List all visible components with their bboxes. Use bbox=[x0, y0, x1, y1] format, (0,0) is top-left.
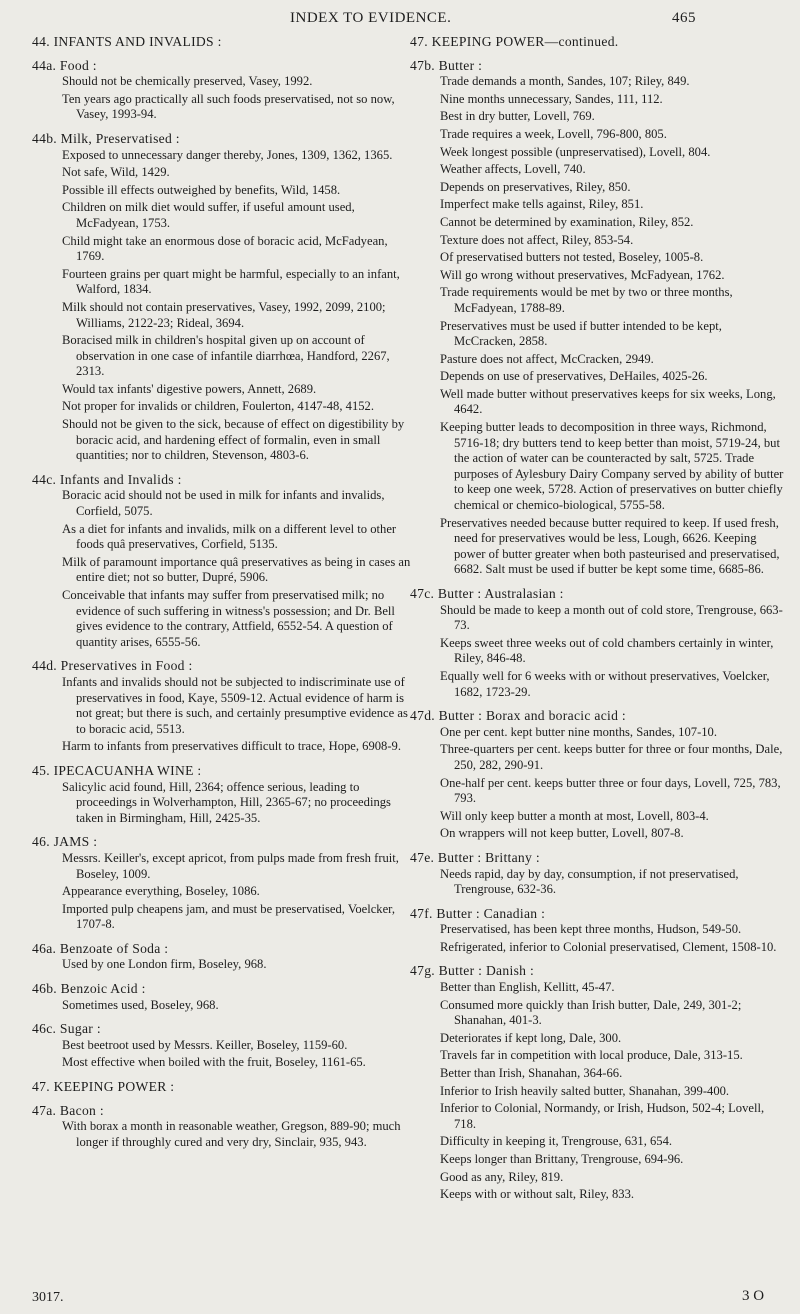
index-entry: Keeps longer than Brittany, Trengrouse, 694-96. bbox=[440, 1152, 684, 1166]
index-entry: Consumed more quickly than Irish butter, Dale, 249, 301-2; Shanahan, 401-3. bbox=[440, 997, 742, 1028]
index-section bbox=[32, 1103, 417, 1151]
index-entry: Travels far in competition with local produce, Dale, 313-15. bbox=[440, 1048, 743, 1063]
index-entry: One-half per cent. keeps butter three or four days, Lovell, 725, 783, 793. bbox=[440, 775, 781, 806]
section-heading: 44d. Preservatives in Food : bbox=[32, 658, 193, 674]
index-entry: Will only keep butter a month at most, Lovell, 803-4. bbox=[440, 808, 709, 823]
index-entry: Fourteen grains per quart might be harmful, especially to an infant, Walford, 1834. bbox=[62, 266, 400, 297]
section-heading: 46c. Sugar : bbox=[32, 1021, 101, 1037]
section-heading: 44c. Infants and Invalids : bbox=[32, 471, 182, 487]
left-column bbox=[32, 30, 417, 1158]
index-entry: Preservatives must be used if butter intended to be kept, McCracken, 2858. bbox=[440, 318, 722, 349]
section-entries bbox=[46, 675, 417, 755]
index-section bbox=[410, 963, 785, 1202]
index-entry: Nine months unnecessary, Sandes, 111, 112. bbox=[440, 91, 663, 106]
index-entry: Child might take an enormous dose of boracic acid, McFadyean, 1769. bbox=[62, 233, 388, 264]
index-entry: Appearance everything, Boseley, 1086. bbox=[62, 884, 260, 899]
index-section bbox=[32, 763, 417, 826]
index-section bbox=[410, 906, 785, 956]
index-section bbox=[32, 941, 417, 973]
index-section bbox=[410, 586, 785, 700]
index-entry: Sometimes used, Boseley, 968. bbox=[62, 997, 219, 1012]
index-entry: Keeping butter leads to decomposition in three ways, Richmond, 5716-18; dry butters tend to keep better than moist, 5719-24, but the action of water can be counteracted by salt, 5725. Trade purposes of Aylesbury Dairy Company served by ability of butter to keep one week, 5728. Action of preservatives on butter chiefly chemical or chemico-biological, 5755-58. bbox=[440, 420, 784, 513]
section-entries bbox=[424, 867, 785, 898]
index-entry: Good as any, Riley, 819. bbox=[440, 1169, 564, 1184]
index-entry: Imported pulp cheapens jam, and must be preservatised, Voelcker, 1707-8. bbox=[62, 901, 396, 932]
index-entry: Should not be chemically preserved, Vasey, 1992. bbox=[62, 74, 313, 89]
section-entries bbox=[46, 780, 417, 827]
section-heading: 47. KEEPING POWER—continued. bbox=[410, 34, 619, 49]
section-entries bbox=[46, 488, 417, 650]
index-entry: Deteriorates if kept long, Dale, 300. bbox=[440, 1030, 622, 1045]
section-heading: 47b. Butter : bbox=[410, 57, 483, 73]
section-entries bbox=[424, 922, 785, 955]
right-column bbox=[410, 30, 785, 1211]
section-heading: 47e. Butter : Brittany : bbox=[410, 849, 540, 865]
index-entry: Equally well for 6 weeks with or without preservatives, Voelcker, 1682, 1723-29. bbox=[440, 668, 770, 699]
index-entry: Trade requirements would be met by two or three months, McFadyean, 1788-89. bbox=[440, 285, 733, 315]
index-entry: One per cent. kept butter nine months, Sandes, 107-10. bbox=[440, 724, 718, 739]
index-entry: Most effective when boiled with the fruit, Boseley, 1161-65. bbox=[62, 1055, 366, 1070]
index-entry: With borax a month in reasonable weather, Gregson, 889-90; much longer if throughly cured and very dry, Sinclair, 935, 943. bbox=[62, 1119, 401, 1149]
section-entries bbox=[46, 957, 417, 973]
index-entry: Three-quarters per cent. keeps butter for three or four months, Dale, 250, 282, 290-91. bbox=[440, 742, 783, 772]
index-entry: Needs rapid, day by day, consumption, if not preservatised, Trengrouse, 632-36. bbox=[440, 866, 739, 897]
index-entry: Best in dry butter, Lovell, 769. bbox=[440, 109, 595, 124]
section-heading: 44b. Milk, Preservatised : bbox=[32, 130, 180, 146]
index-entry: Possible ill effects outweighed by benefits, Wild, 1458. bbox=[62, 182, 341, 197]
page-number: 465 bbox=[672, 10, 696, 26]
section-entries bbox=[46, 148, 417, 464]
section-heading: 47f. Butter : Canadian : bbox=[410, 905, 546, 921]
section-heading: 45. IPECACUANHA WINE : bbox=[32, 762, 202, 778]
index-entry: Imperfect make tells against, Riley, 851. bbox=[440, 197, 644, 212]
index-entry: Trade demands a month, Sandes, 107; Riley, 849. bbox=[440, 74, 690, 89]
index-entry: Not safe, Wild, 1429. bbox=[62, 165, 170, 180]
section-entries bbox=[46, 998, 417, 1014]
index-entry: Pasture does not affect, McCracken, 2949. bbox=[440, 351, 654, 366]
index-entry: Cannot be determined by examination, Riley, 852. bbox=[440, 214, 694, 229]
index-entry: Difficulty in keeping it, Trengrouse, 631, 654. bbox=[440, 1134, 673, 1149]
section-entries bbox=[46, 851, 417, 933]
index-entry: Texture does not affect, Riley, 853-54. bbox=[440, 232, 634, 247]
index-entry: On wrappers will not keep butter, Lovell, 807-8. bbox=[440, 826, 684, 841]
index-section bbox=[32, 472, 417, 651]
section-entries bbox=[46, 74, 417, 123]
section-entries bbox=[424, 725, 785, 842]
index-entry: Refrigerated, inferior to Colonial preservatised, Clement, 1508-10. bbox=[440, 939, 777, 954]
index-entry: Inferior to Irish heavily salted butter, Shanahan, 399-400. bbox=[440, 1083, 730, 1098]
index-section bbox=[32, 34, 417, 50]
index-entry: Exposed to unnecessary danger thereby, Jones, 1309, 1362, 1365. bbox=[62, 147, 393, 162]
section-heading: 47d. Butter : Borax and boracic acid : bbox=[410, 708, 626, 724]
index-section bbox=[32, 58, 417, 123]
footer-signature: 3 O bbox=[742, 1288, 765, 1304]
index-entry: Conceivable that infants may suffer from preservatised milk; no evidence of such suffering in witness's possession; and Dr. Bell gives evidence to the contrary, Attfield, 6552-54. A question of quantity arises, 6555-56. bbox=[62, 588, 395, 649]
index-entry: Trade requires a week, Lovell, 796-800, 805. bbox=[440, 126, 667, 141]
index-entry: Infants and invalids should not be subjected to indiscriminate use of preservatives in food, Kaye, 5509-12. Actual evidence of harm is not great; but there is such, and certainly presumptive evidence as to boracic acid, 5513. bbox=[62, 674, 408, 736]
section-heading: 47g. Butter : Danish : bbox=[410, 963, 535, 979]
index-entry: Will go wrong without preservatives, McFadyean, 1762. bbox=[440, 267, 725, 282]
section-heading: 46a. Benzoate of Soda : bbox=[32, 940, 169, 956]
index-entry: Well made butter without preservatives keeps for six weeks, Long, 4642. bbox=[440, 386, 776, 417]
index-entry: Week longest possible (unpreservatised), Lovell, 804. bbox=[440, 144, 711, 159]
index-entry: Weather affects, Lovell, 740. bbox=[440, 162, 586, 177]
index-entry: Of preservatised butters not tested, Boseley, 1005-8. bbox=[440, 250, 704, 265]
index-entry: Should not be given to the sick, because of effect on digestibility by boracic acid, and hardening effect of formalin, even in small quantities; nor to children, Stevenson, 4803-6. bbox=[62, 417, 405, 463]
index-section bbox=[32, 834, 417, 933]
index-entry: Milk should not contain preservatives, Vasey, 1992, 2099, 2100; Williams, 2122-23; Rideal, 3694. bbox=[62, 299, 386, 330]
index-entry: Harm to infants from preservatives difficult to trace, Hope, 6908-9. bbox=[62, 739, 401, 754]
index-entry: Used by one London firm, Boseley, 968. bbox=[62, 957, 267, 972]
index-entry: Boracic acid should not be used in milk for infants and invalids, Corfield, 5075. bbox=[62, 488, 385, 519]
index-entry: Should be made to keep a month out of cold store, Trengrouse, 663-73. bbox=[440, 602, 783, 633]
index-entry: Depends on use of preservatives, DeHailes, 4025-26. bbox=[440, 369, 708, 384]
index-entry: Milk of paramount importance quâ preservatives as being in cases an entire diet; not so butter, Dupré, 5906. bbox=[62, 554, 411, 585]
section-entries bbox=[424, 980, 785, 1203]
section-entries bbox=[46, 1038, 417, 1071]
index-entry: Preservatised, has been kept three months, Hudson, 549-50. bbox=[440, 922, 742, 937]
index-entry: Depends on preservatives, Riley, 850. bbox=[440, 179, 631, 194]
index-entry: Preservatives needed because butter required to keep. If used fresh, need for preservatives would be less, Lough, 6626. Keeping power of butter greater when both pasteurised and preservatised, 6682. Salt must be used if butter be kept some time, 6685-86. bbox=[440, 515, 780, 577]
index-entry: Better than English, Kellitt, 45-47. bbox=[440, 980, 615, 995]
footer-left: 3017. bbox=[32, 1290, 64, 1305]
index-section bbox=[32, 1079, 417, 1095]
index-section bbox=[32, 131, 417, 464]
index-entry: Salicylic acid found, Hill, 2364; offence serious, leading to proceedings in Wolverhampton, Hill, 2365-67; no proceedings taken in Birmingham, Hill, 2425-35. bbox=[62, 779, 391, 825]
index-entry: Children on milk diet would suffer, if useful amount used, McFadyean, 1753. bbox=[62, 200, 355, 230]
section-heading: 46b. Benzoic Acid : bbox=[32, 981, 146, 997]
index-section bbox=[410, 34, 785, 50]
section-heading: 46. JAMS : bbox=[32, 834, 98, 850]
index-section bbox=[410, 708, 785, 842]
section-entries bbox=[424, 74, 785, 578]
index-section bbox=[32, 658, 417, 755]
index-entry: Best beetroot used by Messrs. Keiller, Boseley, 1159-60. bbox=[62, 1037, 348, 1052]
index-entry: Not proper for invalids or children, Foulerton, 4147-48, 4152. bbox=[62, 399, 374, 414]
index-section bbox=[410, 58, 785, 578]
index-entry: Keeps with or without salt, Riley, 833. bbox=[440, 1187, 635, 1202]
index-section bbox=[410, 850, 785, 898]
index-entry: Boracised milk in children's hospital given up on account of observation in one case of infantile diarrhœa, Handford, 2267, 2313. bbox=[62, 333, 390, 379]
index-section bbox=[32, 981, 417, 1013]
index-entry: Ten years ago practically all such foods preservatised, not so now, Vasey, 1993-94. bbox=[62, 91, 395, 122]
section-heading: 47. KEEPING POWER : bbox=[32, 1079, 175, 1095]
running-title: INDEX TO EVIDENCE. bbox=[290, 10, 452, 26]
index-entry: Better than Irish, Shanahan, 364-66. bbox=[440, 1066, 623, 1081]
index-entry: Inferior to Colonial, Normandy, or Irish, Hudson, 502-4; Lovell, 718. bbox=[440, 1101, 765, 1131]
section-heading: 44a. Food : bbox=[32, 57, 97, 73]
index-entry: Keeps sweet three weeks out of cold chambers certainly in winter, Riley, 846-48. bbox=[440, 635, 774, 666]
section-heading: 47c. Butter : Australasian : bbox=[410, 586, 564, 601]
index-entry: As a diet for infants and invalids, milk on a different level to other foods quâ preservatives, Corfield, 5135. bbox=[62, 521, 397, 552]
index-section bbox=[32, 1021, 417, 1071]
section-heading: 44. INFANTS AND INVALIDS : bbox=[32, 34, 222, 49]
index-entry: Messrs. Keiller's, except apricot, from pulps made from fresh fruit, Boseley, 1009. bbox=[62, 850, 399, 881]
section-entries bbox=[424, 603, 785, 701]
section-heading: 47a. Bacon : bbox=[32, 1102, 104, 1118]
section-entries bbox=[46, 1119, 417, 1150]
index-entry: Would tax infants' digestive powers, Annett, 2689. bbox=[62, 381, 317, 396]
